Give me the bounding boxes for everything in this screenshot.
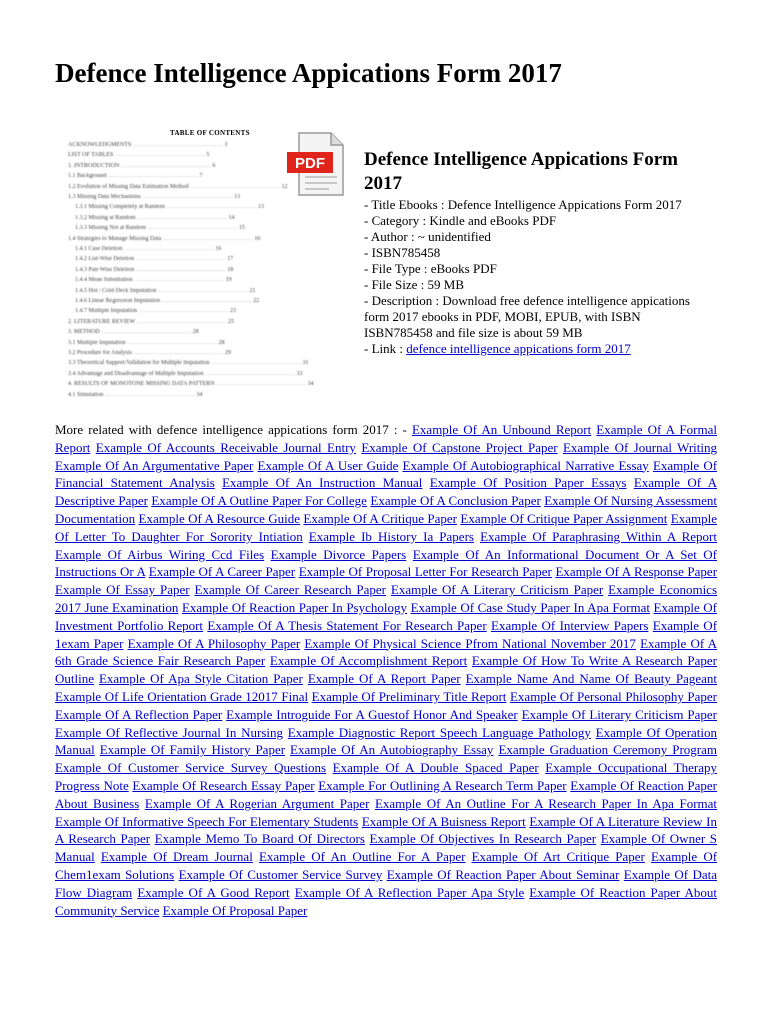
related-link[interactable]: Example Of An Autobiography Essay: [290, 742, 494, 758]
related-link[interactable]: Example Of Journal Writing: [562, 439, 718, 455]
toc-line: 1.4.4 Mean Substitution ............................................................ 19: [75, 277, 232, 284]
toc-line-text: 1.4.4 Mean Substitution: [75, 277, 133, 284]
toc-line-text: 1.3.2 Missing at Random: [75, 214, 136, 221]
toc-line: 3. METHOD ............................................................ 28: [68, 329, 199, 336]
toc-line-page: 13: [258, 204, 264, 211]
related-link[interactable]: Example Of Art Critique Paper: [471, 849, 645, 865]
info-description: - Description : Download free defence intelligence appications form 2017 ebooks in PDF, MOBI, EPUB, with ISBN ISBN785458 and file size is about 59 MB: [364, 293, 690, 340]
related-link[interactable]: Example Of An Argumentative Paper: [55, 457, 254, 473]
toc-line-page: 7: [199, 173, 203, 180]
toc-line-page: 13: [234, 194, 240, 200]
toc-line-page: 31: [302, 360, 309, 367]
ebook-title: Defence Intelligence Appications Form 2017: [364, 149, 678, 194]
toc-line: 1.4.6 Linear Regression Imputation ............................................................ 22: [75, 298, 260, 304]
related-link[interactable]: Example Of A Reflection Paper Apa Style: [294, 884, 525, 900]
toc-line-text: 3.4 Advantage and Disadvantage of Multiple Imputation: [68, 370, 204, 377]
related-link[interactable]: Example Of Literary Criticism Paper: [521, 706, 718, 722]
info-title-line: - Title Ebooks : Defence Intelligence Appications Form 2017: [364, 197, 682, 212]
toc-line-page: 12: [281, 183, 288, 190]
info-file-type: - File Type : eBooks PDF: [364, 261, 497, 276]
related-link[interactable]: Example Of Airbus Wiring Ccd Files: [55, 546, 265, 562]
related-link[interactable]: Example Of A Conclusion Paper: [370, 493, 541, 509]
toc-line: 1.3.1 Missing Completely at Random ............................................................ 13: [75, 204, 264, 211]
related-link[interactable]: Example Of Research Essay Paper: [132, 777, 315, 793]
toc-line-page: 6: [212, 162, 216, 169]
related-link[interactable]: Example Of A Descriptive Paper: [55, 475, 718, 509]
related-link[interactable]: Example Divorce Papers: [270, 546, 407, 562]
toc-line-page: 3: [224, 142, 228, 148]
related-link[interactable]: Example Of Operation Manual: [55, 724, 718, 758]
toc-line-text: 1.1 Background: [68, 173, 107, 180]
related-link[interactable]: Example Name And Name Of Beauty Pageant: [465, 671, 718, 687]
toc-line: 1.4.7 Multiple Imputation ............................................................ 23: [75, 308, 236, 315]
related-link[interactable]: Example Of Reaction Paper About Business: [55, 777, 717, 811]
toc-line: 4.1 Simulation ............................................................ 34: [68, 391, 203, 398]
info-link-prefix: - Link :: [364, 341, 407, 356]
toc-line: 1.4.1 Case Deletion ............................................................ 16: [75, 246, 222, 252]
related-link[interactable]: Example Of An Outline For A Paper: [258, 849, 466, 865]
pdf-label: PDF: [295, 155, 325, 172]
related-link[interactable]: Example Of An Unbound Report: [411, 422, 592, 437]
toc-line: ACKNOWLEDGMENTS ............................................................ 3: [68, 142, 228, 148]
toc-line-text: 3.2 Procedure for Analysis: [68, 350, 132, 356]
related-link[interactable]: Example Of A User Guide: [257, 457, 399, 473]
related-link[interactable]: Example Of Proposal Letter For Research Paper: [298, 564, 552, 580]
related-link[interactable]: Example Of A Literary Criticism Paper: [390, 582, 604, 598]
toc-line-text: 1.4.1 Case Deletion: [75, 246, 123, 252]
toc-line: LIST OF TABLES ............................................................ 5: [68, 152, 210, 159]
related-link[interactable]: Example Of Accounts Receivable Journal Entry: [95, 439, 356, 455]
related-link[interactable]: Example Of Nursing Assessment Documentation: [55, 493, 718, 526]
related-link[interactable]: Example Of A Philosophy Paper: [127, 635, 301, 651]
related-link[interactable]: Example Of Customer Service Survey: [178, 866, 383, 882]
toc-line-page: 34: [196, 391, 203, 398]
related-link[interactable]: Example Of Essay Paper: [55, 582, 190, 598]
toc-line-text: 1.4.3 Pair-Wise Deletion: [75, 266, 135, 273]
toc-line: 1.4.2 List-Wise Deletion ............................................................ 17: [75, 256, 234, 263]
info-file-size: - File Size : 59 MB: [364, 277, 465, 292]
related-link[interactable]: Example Of Personal Philosophy Paper: [509, 688, 718, 704]
related-link[interactable]: Example Of Career Research Paper: [194, 582, 386, 598]
related-link[interactable]: Example Of Reaction Paper In Psychology: [181, 599, 407, 615]
related-link[interactable]: Example Of 1exam Paper: [55, 617, 718, 651]
related-link[interactable]: Example Of Preliminary Title Report: [311, 688, 507, 704]
page-title: Defence Intelligence Appications Form 2017: [55, 58, 562, 88]
toc-line-text: 1.3 Missing Data Mechanisms: [68, 194, 141, 200]
related-link[interactable]: Example Of Family History Paper: [99, 742, 286, 758]
related-link[interactable]: Example Of Accomplishment Report: [269, 653, 468, 669]
toc-line-text: ACKNOWLEDGMENTS: [68, 142, 132, 148]
toc-line: 3.3 Theoretical Support/Validation for Multiple Imputation ............................................................ 31: [68, 360, 309, 367]
toc-line-text: 1.4.6 Linear Regression Imputation: [75, 298, 161, 304]
related-link[interactable]: Example Of Informative Speech For Elementary Students: [55, 813, 359, 829]
toc-line: 3.4 Advantage and Disadvantage of Multiple Imputation ............................................................ 33: [68, 370, 303, 377]
related-link[interactable]: Example Of A Double Spaced Paper: [332, 760, 539, 776]
toc-line: 1. INTRODUCTION ............................................................ 6: [68, 162, 216, 169]
toc-line-text: 1.4.5 Hot / Cold-Deck Imputation: [75, 287, 157, 294]
related-link[interactable]: Example Of Autobiographical Narrative Essay: [402, 457, 649, 473]
related-link[interactable]: Example Of A 6th Grade Science Fair Research Paper: [55, 635, 717, 669]
related-link[interactable]: Example Of A Response Paper: [555, 564, 718, 580]
related-link[interactable]: Example Of A Buisness Report: [361, 813, 526, 829]
toc-line: 1.4.3 Pair-Wise Deletion ............................................................ 18: [75, 266, 234, 273]
related-link[interactable]: Example Of An Outline For A Research Paper In Apa Format: [374, 795, 718, 811]
related-link[interactable]: Example Of Physical Science Pfrom National November 2017: [304, 635, 636, 651]
related-link[interactable]: Example Of Objectives In Research Paper: [369, 831, 597, 847]
related-link[interactable]: Example Of Paraphrasing Within A Report: [480, 528, 718, 544]
ebook-info: [364, 148, 709, 357]
related-link[interactable]: Example Of A Career Paper: [148, 564, 296, 580]
related-link[interactable]: Example Of Customer Service Survey Questions: [55, 760, 327, 776]
info-isbn: - ISBN785458: [364, 245, 441, 260]
related-link[interactable]: Example Introguide For A Guestof Honor And Speaker: [226, 706, 518, 722]
info-category: - Category : Kindle and eBooks PDF: [364, 213, 557, 228]
related-link[interactable]: Example Of Data Flow Diagram: [55, 866, 717, 900]
related-link[interactable]: Example Of A Resource Guide: [138, 510, 301, 526]
related-link[interactable]: Example Of Letter To Daughter For Sorority Intiation: [55, 510, 717, 544]
toc-line-text: 3.3 Theoretical Support/Validation for Multiple Imputation: [68, 360, 210, 367]
toc-line-page: 16: [254, 235, 261, 242]
related-link[interactable]: Example Of Chem1exam Solutions: [55, 849, 718, 882]
toc-line-page: 28: [192, 329, 199, 336]
related-link[interactable]: Example Of Life Orientation Grade 12017 Final: [55, 688, 309, 704]
related-link[interactable]: Example Ib History Ia Papers: [308, 528, 474, 544]
related-link[interactable]: Example Of Financial Statement Analysis: [55, 457, 718, 491]
toc-line-page: 16: [215, 246, 222, 252]
toc-line-text: 3.1 Multiple Imputation: [68, 339, 126, 346]
toc-line: 2. LITERATURE REVIEW ............................................................ 25: [68, 318, 235, 325]
toc-line: 1.3.3 Missing Not at Random ............................................................ 15: [75, 225, 246, 232]
toc-line: 1.1 Background ............................................................ 7: [68, 173, 203, 180]
related-link[interactable]: Example Of Interview Papers: [491, 617, 649, 633]
related-link[interactable]: Example Of Reaction Paper About Seminar: [386, 866, 620, 882]
toc-line-page: 34: [307, 381, 314, 388]
toc-line: 1.3.2 Missing at Random ............................................................ 14: [75, 214, 235, 221]
toc-line-text: 1.4.2 List-Wise Deletion: [75, 256, 135, 263]
related-link[interactable]: Example Of Investment Portfolio Report: [55, 599, 717, 633]
toc-line: 1.4 Strategies to Manage Missing Data ............................................................ 16: [68, 235, 261, 242]
related-link[interactable]: Example Of A Good Report: [137, 884, 290, 900]
toc-line-page: 23: [230, 308, 236, 315]
toc-line-page: 29: [225, 350, 231, 356]
related-link[interactable]: Example Of A Reflection Paper: [55, 706, 223, 722]
toc-line-page: 14: [228, 214, 235, 221]
related-link[interactable]: Example Of Reflective Journal In Nursing: [55, 724, 284, 740]
related-links-paragraph: [55, 421, 717, 919]
toc-line-text: 2. LITERATURE REVIEW: [68, 318, 136, 325]
ebook-download-link[interactable]: defence intelligence appications form 2017: [406, 341, 631, 356]
related-link[interactable]: Example Of A Outline Paper For College: [151, 493, 367, 509]
related-link[interactable]: Example Of An Informational Document Or A Set Of Instructions Or A: [55, 546, 718, 580]
toc-line-page: 28: [218, 339, 225, 346]
toc-line-text: 1.4 Strategies to Manage Missing Data: [68, 235, 162, 242]
related-link[interactable]: Example Of Dream Journal: [100, 849, 253, 865]
info-link-row: [364, 341, 709, 357]
related-link[interactable]: Example Of Capstone Project Paper: [361, 439, 558, 455]
related-link[interactable]: Example Of How To Write A Research Paper Outline: [55, 653, 717, 687]
toc-line: 3.1 Multiple Imputation ............................................................ 28: [68, 339, 225, 346]
toc-line-text: 1. INTRODUCTION: [68, 162, 120, 169]
related-link[interactable]: Example Graduation Ceremony Program: [498, 742, 718, 758]
toc-line-text: LIST OF TABLES: [68, 152, 114, 159]
related-link[interactable]: Example Of Reaction Paper About Community Service: [55, 884, 717, 918]
toc-line: 1.2 Evolution of Missing Data Estimation Method ............................................................ 12: [68, 183, 288, 190]
toc-line-page: 22: [253, 298, 260, 304]
toc-line-page: 18: [227, 266, 234, 273]
toc-line-page: 33: [296, 370, 303, 377]
related-link[interactable]: Example Of A Critique Paper: [303, 510, 457, 526]
related-link[interactable]: Example Of A Thesis Statement For Research Paper: [207, 617, 487, 633]
related-link[interactable]: Example Of A Formal Report: [55, 422, 717, 455]
toc-line-text: 4. RESULTS OF MONOTONE MISSING DATA PATTERN: [68, 381, 215, 388]
pdf-file-icon: [285, 131, 351, 199]
toc-line: 1.4.5 Hot / Cold-Deck Imputation ............................................................ 21: [75, 287, 256, 294]
related-link[interactable]: Example Of Apa Style Citation Paper: [98, 671, 303, 687]
toc-line-page: 5: [206, 152, 210, 159]
toc-line: 3.2 Procedure for Analysis ............................................................ 29: [68, 350, 231, 356]
toc-line-text: 1.4.7 Multiple Imputation: [75, 308, 137, 315]
related-link[interactable]: Example Of Owner S Manual: [55, 831, 717, 865]
toc-line-text: 1.3.3 Missing Not at Random: [75, 225, 147, 232]
toc-heading: TABLE OF CONTENTS: [170, 129, 250, 137]
related-link[interactable]: Example Of A Report Paper: [307, 671, 461, 687]
toc-line-page: 15: [239, 225, 246, 232]
info-author: - Author : ~ unidentified: [364, 229, 491, 244]
toc-line-text: 4.1 Simulation: [68, 391, 104, 398]
toc-line-text: 1.3.1 Missing Completely at Random: [75, 204, 165, 211]
related-link[interactable]: Example Of A Rogerian Argument Paper: [144, 795, 370, 811]
toc-line-page: 19: [225, 277, 232, 284]
related-intro: More related with defence intelligence appications form 2017 : -: [55, 422, 412, 437]
related-link[interactable]: Example Of Case Study Paper In Apa Format: [410, 599, 650, 615]
toc-line-text: 1.2 Evolution of Missing Data Estimation Method: [68, 183, 189, 190]
related-link[interactable]: Example Memo To Board Of Directors: [154, 831, 365, 847]
related-link[interactable]: Example Of An Instruction Manual: [222, 475, 423, 491]
related-link[interactable]: Example Of Proposal Paper: [162, 902, 308, 918]
related-link[interactable]: Example Of A Literature Review In A Research Paper: [55, 813, 717, 847]
toc-line-text: 3. METHOD: [68, 329, 100, 336]
toc-line-page: 21: [249, 287, 256, 294]
related-link[interactable]: Example For Outlining A Research Term Paper: [318, 777, 567, 793]
toc-line-page: 17: [227, 256, 234, 263]
related-link[interactable]: Example Of Critique Paper Assignment: [460, 510, 668, 526]
toc-line-page: 25: [228, 318, 235, 325]
related-link[interactable]: Example Economics 2017 June Examination: [55, 582, 718, 615]
related-link[interactable]: Example Diagnostic Report Speech Language Pathology: [287, 724, 591, 740]
toc-line: 4. RESULTS OF MONOTONE MISSING DATA PATTERN ............................................................ 34: [68, 381, 314, 388]
related-link[interactable]: Example Of Position Paper Essays: [429, 475, 627, 491]
toc-line: 1.3 Missing Data Mechanisms ............................................................ 13: [68, 194, 240, 200]
related-link[interactable]: Example Occupational Therapy Progress Note: [55, 760, 717, 793]
